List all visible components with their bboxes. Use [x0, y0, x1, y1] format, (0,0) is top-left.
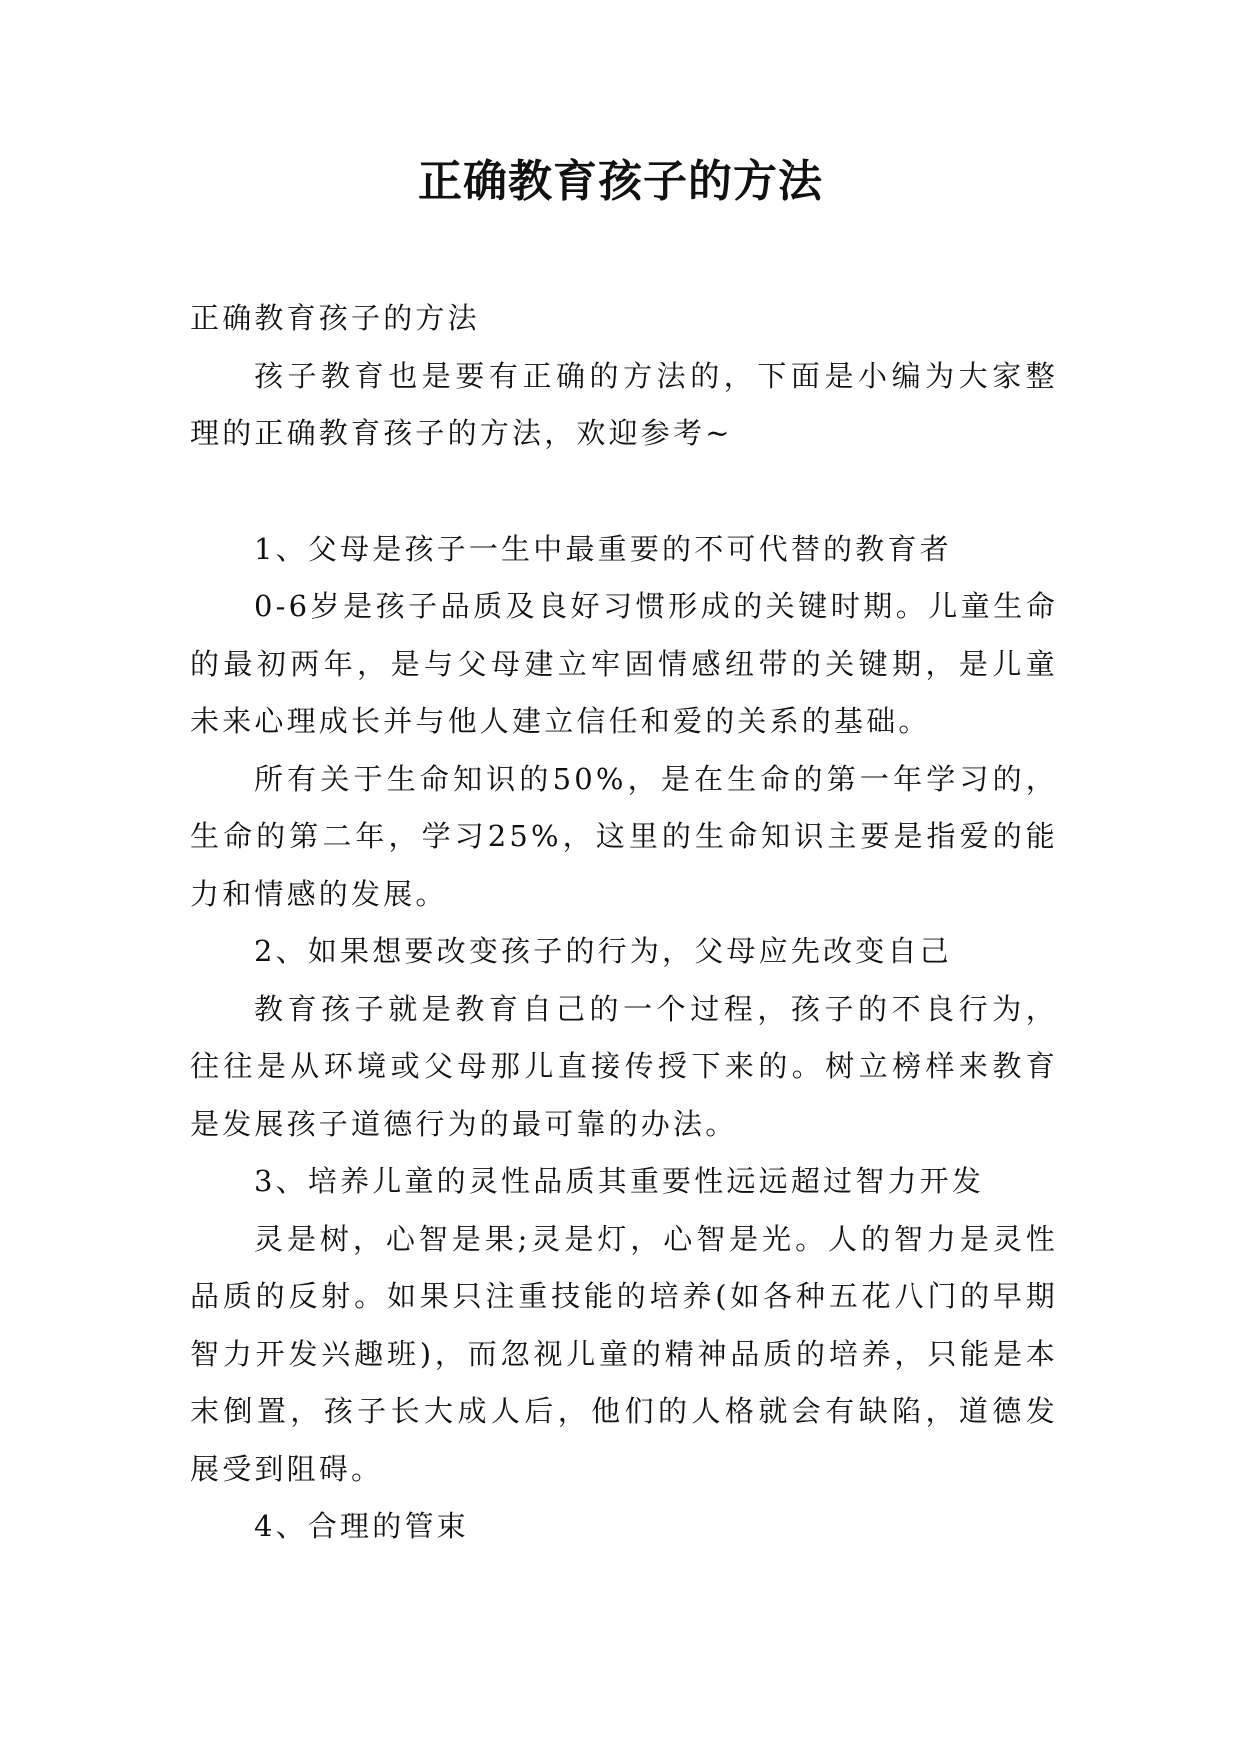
section-1-paragraph-1: 0-6岁是孩子品质及良好习惯形成的关键时期。儿童生命的最初两年，是与父母建立牢固情感纽带的关键期，是儿童未来心理成长并与他人建立信任和爱的关系的基础。 [190, 589, 1058, 738]
document-title: 正确教育孩子的方法 [418, 156, 823, 207]
section-3-paragraph-1: 灵是树，心智是果;灵是灯，心智是光。人的智力是灵性品质的反射。如果只注重技能的培养(如各种五花八门的早期智力开发兴趣班)，而忽视儿童的精神品质的培养，只能是本末倒置，孩子长大成人后，他们的人格就会有缺陷，道德发展受到阻碍。 [190, 1221, 1058, 1486]
section-1-paragraph-2: 所有关于生命知识的50%，是在生命的第一年学习的，生命的第二年，学习25%，这里的生命知识主要是指爱的能力和情感的发展。 [190, 761, 1058, 911]
section-heading-2: 2、如果想要改变孩子的行为，父母应先改变自己 [254, 934, 952, 968]
section-heading-4: 4、合理的管束 [254, 1509, 469, 1543]
paragraph-spacer [190, 463, 1058, 521]
section-heading-3: 3、培养儿童的灵性品质其重要性远远超过智力开发 [254, 1164, 985, 1198]
section-2-paragraph-1: 教育孩子就是教育自己的一个过程，孩子的不良行为，往往是从环境或父母那儿直接传授下来的。树立榜样来教育是发展孩子道德行为的最可靠的办法。 [190, 991, 1058, 1141]
document-body [190, 290, 1058, 1556]
section-heading-1: 1、父母是孩子一生中最重要的不可代替的教育者 [254, 531, 952, 566]
document-subtitle: 正确教育孩子的方法 [190, 301, 480, 335]
intro-paragraph: 孩子教育也是要有正确的方法的，下面是小编为大家整理的正确教育孩子的方法，欢迎参考~ [190, 358, 1058, 450]
